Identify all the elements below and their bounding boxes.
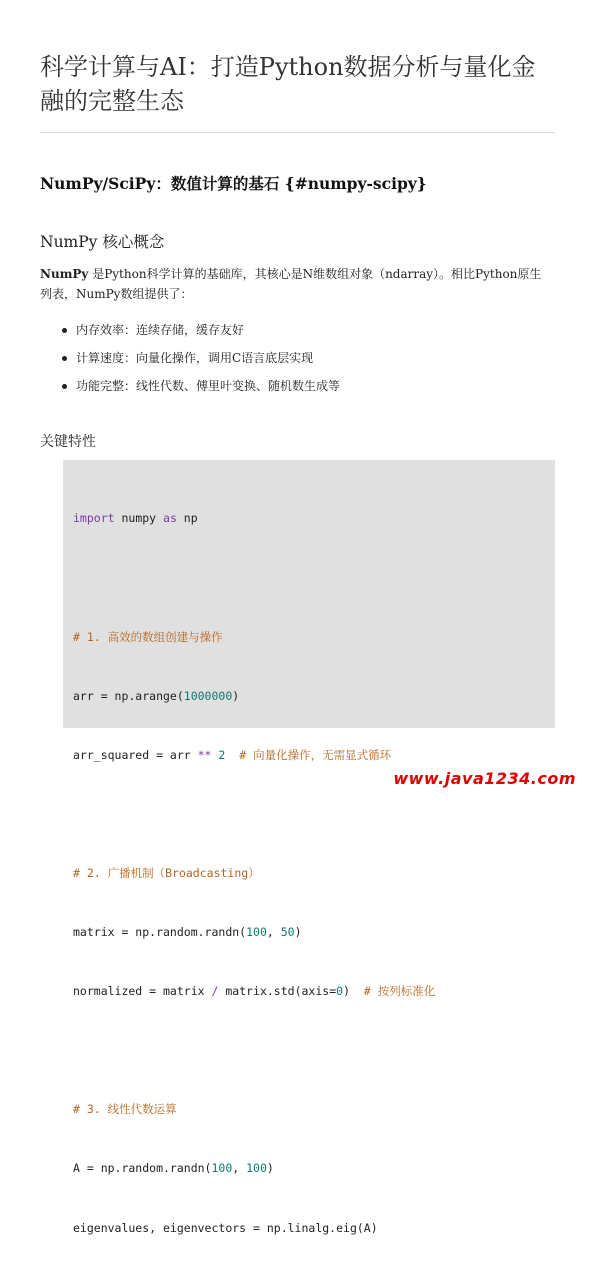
code-number: 100 [246, 925, 267, 940]
code-line [73, 746, 545, 766]
code-line [73, 923, 545, 943]
code-text: normalized = matrix [73, 984, 212, 999]
list-item: 内存效率：连续存储，缓存友好 [76, 320, 340, 348]
code-text: arr_squared = arr [73, 747, 198, 762]
code-operator: / [211, 984, 219, 999]
code-line [73, 864, 545, 884]
code-number: 0 [336, 984, 344, 999]
intro-text: 是Python科学计算的基础库，其核心是N维数组对象（ndarray）。相比Python原生列表，NumPy数组提供了： [40, 267, 542, 301]
code-text: numpy [114, 511, 164, 526]
page-title: 科学计算与AI：打造Python数据分析与量化金融的完整生态 [40, 53, 536, 115]
code-line [73, 628, 545, 648]
code-number: 100 [211, 1161, 233, 1176]
code-text: ) [232, 688, 240, 703]
feature-list [76, 320, 340, 404]
code-text: ) [343, 984, 364, 999]
code-line [73, 687, 545, 707]
code-text: arr = np.arange( [73, 688, 184, 703]
code-keyword: import [73, 511, 115, 526]
section-heading: NumPy/SciPy：数值计算的基石 {#numpy-scipy} [40, 174, 427, 193]
list-item: 计算速度：向量化操作，调用C语言底层实现 [76, 348, 340, 376]
code-text: ) [266, 1161, 274, 1176]
code-comment: # 按列标准化 [363, 984, 436, 999]
features-heading: 关键特性 [40, 434, 96, 450]
code-number: 1000000 [183, 688, 233, 703]
code-comment: # 2. 广播机制（Broadcasting） [73, 865, 260, 880]
code-text: , [266, 925, 281, 940]
code-line [73, 1219, 545, 1239]
code-comment: # 向量化操作，无需显式循环 [239, 747, 392, 762]
intro-paragraph [40, 264, 552, 304]
list-item: 功能完整：线性代数、傅里叶变换、随机数生成等 [76, 376, 340, 404]
code-text: np [176, 511, 198, 526]
code-operator: ** [197, 747, 212, 762]
code-keyword: as [163, 511, 177, 526]
code-comment: # 1. 高效的数组创建与操作 [73, 629, 223, 644]
code-comment: # 3. 线性代数运算 [73, 1102, 177, 1117]
code-number: 50 [280, 925, 295, 940]
code-number: 2 [218, 747, 226, 762]
code-text [225, 748, 239, 762]
code-line [73, 1159, 545, 1179]
code-line-blank [73, 805, 545, 825]
code-line [73, 1100, 545, 1120]
code-line [73, 982, 545, 1002]
code-line-blank [73, 1041, 545, 1061]
code-line [73, 509, 545, 529]
code-number: 100 [246, 1161, 267, 1176]
code-text: matrix.std(axis= [218, 984, 337, 999]
subsection-heading: NumPy 核心概念 [40, 233, 165, 251]
code-text: matrix = np.random.randn( [73, 925, 247, 940]
code-text: ) [294, 925, 302, 940]
code-text: eigenvalues, eigenvectors = np.linalg.eig(A) [73, 1220, 378, 1235]
code-line-blank [73, 569, 545, 589]
code-text: A = np.random.randn( [73, 1161, 212, 1176]
watermark: www.java1234.com [393, 769, 576, 788]
code-text: , [232, 1161, 247, 1176]
intro-bold-term: NumPy [40, 267, 89, 281]
title-divider [40, 132, 555, 133]
